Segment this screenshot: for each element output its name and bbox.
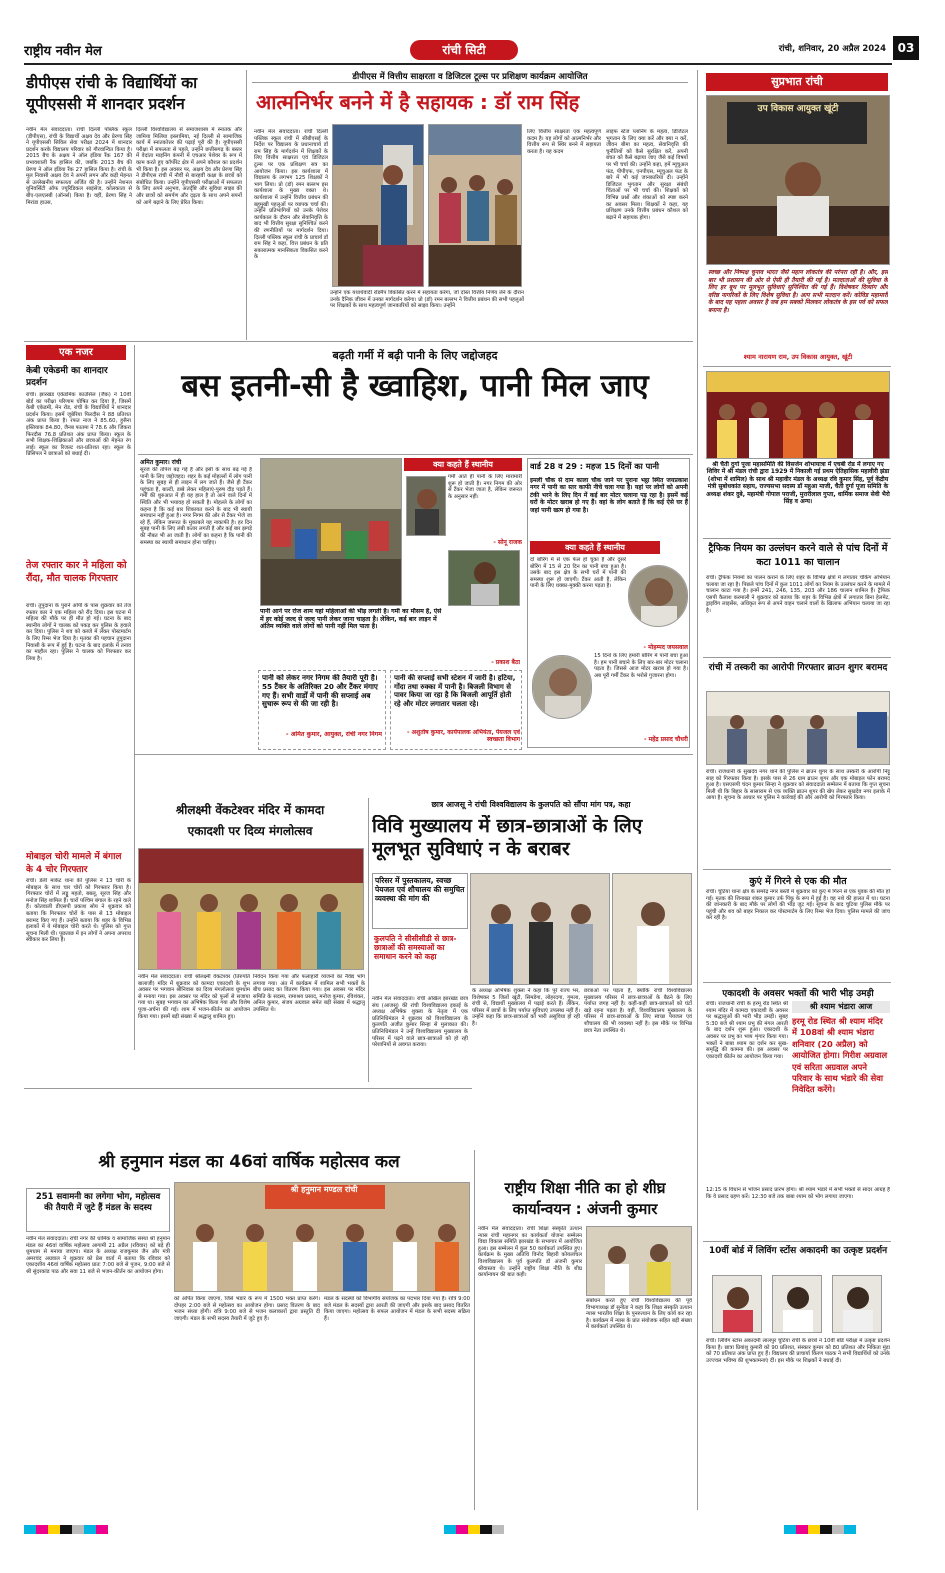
- local-bar: क्या कहते हैं स्थानीय: [404, 458, 522, 471]
- color-swatch: [72, 1525, 84, 1534]
- color-swatch: [784, 1525, 796, 1534]
- color-swatch: [60, 1525, 72, 1534]
- water-box1: [258, 670, 386, 750]
- page-number: 03: [893, 36, 919, 60]
- water-box2-name: - अशुतोष कुमार, कार्यपालक अभियंता, पेयजल एवं स्वच्छता विभाग: [406, 729, 520, 744]
- a2-kicker: डीपीएस में वित्तीय साक्षरता व डिजिटल टूल्स पर प्रशिक्षण कार्यक्रम आयोजित: [252, 71, 688, 83]
- a1-col2: दिल्ली विश्वविद्यालय से समाजशास्त्र में स्नातक और जामिया मिलिया इस्लामिया, नई दिल्ली से सामाजिक कार्य में स्नातकोत्तर की पढ़ाई पूरी की है। यूपीएससी परीक्षा में सफलता से पहले, उन्होंने छत्तीसगढ़ के बस्तर में वेदांता माइनिंग कंपनी में एचआर पेशेवर के रूप में काम करते हुए कॉर्पोरेट क्षेत्र में अपने कौशल का प्रदर्शन भी किया है। इस अवसर पर, अक्षय देव और प्रेरणा सिंह ने डीपीएस रांची में नौवीं से बारहवीं कक्षा के छात्रों को संबोधित किया। उन्होंने यूपीएससी परीक्षाओं में सफलता के लिए अपने अनुभव, अंतर्दृष्टि और सुविधा साझा की और छात्रों को समर्पण और दृढ़ता के साथ अपने सपनों को आगे बढ़ाने के लिए प्रेरित किया।: [136, 127, 242, 206]
- divider: [134, 345, 135, 1050]
- ward-q4-photo: [532, 655, 592, 719]
- water-title: बस इतनी-सी है ख्वाहिश, पानी मिल जाए: [181, 368, 649, 404]
- ekadashi-tail: 12:15 के विधान से भोजन प्रसाद प्रारंभ होगा। श्री श्याम भंडारे में सभी भक्तों से सादर आग्रह है कि वे प्रसाद ग्रहण करें। 12:30 बजे तक बाबा श्याम को भोग लगाया जाएगा।: [706, 1187, 890, 1200]
- lakshmi-photo: [138, 848, 364, 970]
- color-swatch: [84, 1525, 96, 1534]
- local2-bar: क्या कहते हैं स्थानीय: [530, 541, 660, 554]
- divider: [697, 70, 698, 1510]
- ward-title: वार्ड 28 व 29 : महज 15 दिनों का पानी: [530, 461, 660, 471]
- a2-col4: लाइफ स्टेज प्लानिंग के महत्व, डिजिटल भुगतान के लिए क्या करें और क्या न करें, जीवन बीमा का महत्व, सेवानिवृत्ति की चुनौतियों को कैसे सुरक्षित करें, अपनी बचत को कैसे बढ़ाया जाए जैसे कई विषयों पर भी चर्चा की। उन्होंने कहा, हमें म्यूचुअल फंड, पीपीएफ, एनपीएस, म्यूचुअल फंड के बारे में भी कई जानकारियां दी। उन्होंने डिजिटल भुगतान और सुरक्षा संबंधी चिंताओं पर भी चर्चा की। शिक्षकों को विभिन्न प्रश्नों और शंकाओं को स्पष्ट करने का अवसर मिला। शिक्षकों ने कहा, यह प्रशिक्षण उनके वित्तीय प्रबंधन कौशल को बढ़ाने में सहायक होगा।: [606, 129, 688, 221]
- divider: [703, 1241, 891, 1242]
- water-photo-caption: पानी आने पर रोज शाम यहां महिलाओं की भीड़ लगती है। गर्मी का मौसम है, ऐसे में हर कोई जल्द से जल्द पानी लेकर जाना चाहता है। लेकिन, कई बार लाइन में अंतिम व्यक्ति वाले लोगों को पानी नहीं मिल पाता है।: [260, 608, 442, 631]
- water-q1-name: - सोनू राजक: [493, 539, 522, 546]
- nep-col2: संबोधन करते हुए रांची विश्वविद्यालय की पूर्व विभागाध्यक्ष डॉ सुनीता ने कहा कि शिक्षा संस्कृति उत्थान न्यास भारतीय शिक्षा के पुनरुत्थान के लिए कार्य कर रहा है। कार्यक्रम में न्यास के प्रांत संयोजक सहित बड़ी संख्या में कार्यकर्ता उपस्थित थे।: [586, 1298, 692, 1331]
- color-swatch: [468, 1525, 480, 1534]
- ward-q3: दो बोरिंग में से एक फेल हो चुका है और दूसरे बोरिंग में 15 से 20 दिन का पानी बचा हुआ है। उसके बाद इस क्षेत्र के सभी घरों में पानी की समस्या शुरू हो जाएगी। टैंकर आती है, लेकिन पानी के लिए धक्का-मुक्की करना पड़ता है।: [530, 557, 626, 590]
- dateline: रांची, शनिवार, 20 अप्रैल 2024: [778, 44, 886, 54]
- chaiti-caption: श्री चैती दुर्गा पूजा महासमिति की विसर्जन शोभायात्रा में एचबी रोड में लगाए गए शिविर में श्री मंडल रांची द्वारा 1929 में निकाली गई प्रथम ऐतिहासिक महावीरी झंडा (शोभा में शामिल) के साथ श्री महावीर मंडल के अध्यक्ष रवि कुमार सिंह, पूर्व केंद्रीय मंत्री सुबोधकांत सहाय, राज्यसभा सदस्य डॉ महुआ माजी, चैती दुर्गा पूजा समिति के अध्यक्ष शंकर दुबे, महामंत्री गोपाल पराजी, मुरारीलाल गुप्ता, धार्मिक समाज सेवी भैरो सिंह व अन्य।: [706, 461, 890, 506]
- vivi-photo-2: [612, 873, 692, 985]
- ek-h1: केबी एकेडमी का शानदार प्रदर्शन: [26, 366, 108, 388]
- divider: [474, 1150, 475, 1510]
- ek-t2: रांची। तुपुदाना के पुराने ओपी के पास शुक्रवार को तेज रफ्तार कार ने एक महिला को रौंद दिया। इस घटना में महिला की मौके पर ही मौत हो गई। घटना के बाद स्थानीय लोगों ने चालक को पकड़ कर पुलिस के हवाले कर दिया। पुलिस ने शव को कब्जे में लेकर पोस्टमार्टम के लिए रिम्स भेज दिया है। मृतका की पहचान तुपुदाना निवासी के रूप में हुई है। घटना के बाद इलाके में तनाव का माहौल रहा। पुलिस ने चालक को गिरफ्तार कर लिया है।: [26, 603, 131, 662]
- a1-title: डीपीएस रांची के विद्यार्थियों का यूपीएससी में शानदार प्रदर्शन: [26, 74, 198, 113]
- ek-h2: तेज रफ्तार कार ने महिला को रौंदा, मौत चालक गिरफ्तार: [26, 560, 127, 584]
- water-box1-text: पानी को लेकर नगर निगम की तैयारी पूरी है। 55 टैंकर के अतिरिक्त 20 और टैंकर मंगाए गए हैं। सभी वार्डों में पानी की सप्लाई अब सुचारू रूप से की जा रही है।: [262, 674, 378, 709]
- ward-box: [527, 458, 690, 748]
- hanuman-col1: नवीन मेल संवाददाता। रांची नगर की धार्मिक व सामाजिक संस्था श्री हनुमान मंडल का 46वां वार्षिक महोत्सव आगामी 21 अप्रैल (रविवार) को बड़े ही धूमधाम से मनाया जाएगा। मंडल के अध्यक्ष राजकुमार जैन और मंत्री अमरचंद अग्रवाल ने शुक्रवार को प्रेस वार्ता में बताया कि रविवार को एकादशीय 46वां वार्षिक महोत्सव प्रातः 7:00 बजे से पूजन, 9:00 बजे से श्री सुंदरकांड पाठ और सवा 11 बजे से भजन-कीर्तन का आयोजन होगा।: [26, 1236, 170, 1275]
- brown-body: रांची। राजधानी के सुखदेव नगर थाने की पुलिस ने ब्राउन शुगर के साथ तस्करी के आरोपी निट्टू साह को गिरफ्तार किया है। इसके पास से 26 ग्राम ब्राउन शुगर और एक मोबाइल फोन बरामद हुआ है। एसएसपी चंदन कुमार सिन्हा ने शुक्रवार को संवाददाता सम्मेलन में बताया कि गुप्त सूचना मिली थी कि बिहार के सासाराम से एक व्यक्ति ब्राउन शुगर की खेप लेकर सुखदेव नगर इलाके में आया है। सूचना के आधार पर पुलिस ने कार्रवाई की और आरोपी को गिरफ्तार किया।: [706, 769, 890, 802]
- suprabhat-bar: सुप्रभात रांची: [706, 73, 888, 91]
- vivi-col2: के अध्यक्ष अभिषेक शुक्ला ने कहा कि पूरे राज्य भर, विशेषकर 5 जिलों खूंटी, सिमडेगा, लोहरदगा, गुमला, रांची से, विद्यार्थी मुख्यालय में पढ़ाई करते हैं। लेकिन, परिसर में छात्रों के लिए पर्याप्त सुविधाएं उपलब्ध नहीं हैं। उन्होंने कहा कि छात्र-छात्राओं को भारी असुविधा हो रही है।: [472, 988, 580, 1027]
- hanuman-col3: मंडल के सदस्यों को विभागीय संयोजक का पदभार दिया गया है। रात्रि 9:00 बजे मंडल के सदस्यों द्वारा आरती की जाएगी और इसके बाद प्रसाद वितरित किया जाएगा। महोत्सव के सफल आयोजन में मंडल के सभी सदस्य सक्रिय हैं।: [324, 1296, 470, 1322]
- color-swatch: [456, 1525, 468, 1534]
- vivi-title: विवि मुख्यालय में छात्र-छात्राओं के लिए मूलभूत सुविधाएं न के बराबर: [372, 815, 643, 860]
- divider: [134, 754, 693, 755]
- ek-najar-bar: एक नजर: [26, 345, 126, 360]
- traffic-title: ट्रैफिक नियम का उल्लंघन करने वाले से पांच दिनों में कटा 1011 का चालान: [708, 543, 888, 568]
- nep-title: राष्ट्रीय शिक्षा नीति का हो शीघ्र कार्यान्वयन : अंजनी कुमार: [504, 1179, 666, 1218]
- ek-h3: मोबाइल चोरी मामले में बंगाल के 4 चोर गिरफ्तार: [26, 852, 122, 875]
- color-bar-mid: [444, 1522, 534, 1534]
- water-kicker: बढ़ती गर्मी में बढ़ी पानी के लिए जद्दोजहद: [332, 349, 498, 362]
- color-swatch: [24, 1525, 36, 1534]
- divider: [368, 798, 369, 1082]
- color-swatch: [832, 1525, 844, 1534]
- a1-col1: नवीन मेल संवाददाता। रांची दिल्ली पब्लिक स्कूल (डीपीएस), रांची के विद्यार्थी अक्षय देव और प्रेरणा सिंह ने यूपीएससी सिविल सेवा परीक्षा 2024 में शानदार प्रदर्शन करके विद्यालय परिवार को गौरवान्वित किया है। 2015 बैच के अक्षय ने ऑल इंडिया रैंक 167 की प्रभावशाली रैंक हासिल की, जबकि 2013 बैच की प्रेरणा ने ऑल इंडिया रैंक 27 हासिल किया है। रांची के मूल निवासी अक्षय देव ने अपनी लगन और कड़ी मेहनत से उल्लेखनीय सफलता अर्जित की है। उन्होंने नेशनल यूनिवर्सिटी ऑफ ज्यूरिडिकल साइंसेज, कोलकाता से बीए-एलएलबी (ऑनर्स) किया है। वहीं, प्रेरणा सिंह ने मिरांडा हाउस,: [26, 127, 132, 206]
- color-swatch: [796, 1525, 808, 1534]
- living-title: 10वीं बोर्ड में लिविंग स्टोंस अकादमी का उत्कृष्ट प्रदर्शन: [708, 1246, 888, 1256]
- water-body: सूरज की तपिश बढ़ गई है और इसी के साथ बढ़ गई है पानी के लिए जद्दोजहद। शहर के कई मोहल्लों में लोग पानी के लिए सुबह से ही लाइन में लग जाते हैं। जैसे ही टैंकर पहुंचता है, बाल्टी, डब्बे लेकर महिलाएं-पुरुष दौड़ पड़ते हैं। गर्मी की शुरुआत में ही यह हाल है तो आने वाले दिनों में स्थिति और भी भयावह हो सकती है। मोहल्ले के लोगों का कहना है कि कई बार शिकायत करने के बाद भी स्थायी समाधान नहीं हुआ है। नगर निगम की ओर से टैंकर भेजे जा रहे हैं, लेकिन जरूरत के मुकाबले यह नाकाफी है। हर दिन सुबह पानी के लिए लंबी कतार लगती है और कई बार झगड़े की नौबत भी आ जाती है। लोगों का कहना है कि पानी की समस्या का स्थायी समाधान होना चाहिए।: [140, 467, 252, 546]
- color-swatch: [480, 1525, 492, 1534]
- a2-col3: लिए वित्तीय साक्षरता एक महत्वपूर्ण कदम है। यह लोगों को आत्मनिर्भर और वित्तीय रूप से स्थिर बनने में सहायता करता है। यह कदम: [527, 129, 601, 155]
- a2-photo: [428, 124, 522, 287]
- ward-q4-name: - महेंद्र प्रसाद चौधरी: [644, 736, 688, 743]
- color-swatch: [96, 1525, 108, 1534]
- color-swatch: [492, 1525, 504, 1534]
- color-bar-right: [784, 1522, 892, 1534]
- masthead-logo: राष्ट्रीय नवीन मेल: [24, 44, 102, 59]
- ekadashi-body: रांची। राजधानी रांची के हरमू रोड स्थित श्री श्याम मंदिर में कामदा एकादशी के अवसर पर श्रद्धालुओं की भारी भीड़ उमड़ी। सुबह 5:30 बजे श्री श्याम प्रभु की मंगल आरती के बाद दर्शन शुरू हुआ। एकादशी के अवसर पर प्रभु का भव्य शृंगार किया गया। भक्तों ने बाबा श्याम का दर्शन कर सुख-समृद्धि की कामना की। इस अवसर पर एकादशी कीर्तन का आयोजन किया गया।: [706, 1001, 788, 1060]
- bhandara-head: श्री श्याम भंडारा आज: [792, 1001, 890, 1013]
- ek-t3: रांची। डेली मार्केट थाना की पुलिस ने 13 चोरी के मोबाइल के साथ चार चोरों को गिरफ्तार किया है। गिरफ्तार चोरों में लड्डू महतो, बबलू, सूरज सिंह और मनोज सिंह शामिल हैं। चारों पश्चिम बंगाल के रहने वाले हैं। कोतवाली डीएसपी प्रकाश सोय ने शुक्रवार को बताया कि गिरफ्तार चोरों के पास से 13 मोबाइल बरामद किए गए हैं। उन्होंने बताया कि शहर के विभिन्न इलाकों में ये मोबाइल चोरी करते थे। पुलिस को गुप्त सूचना मिली थी। पूछताछ में इन लोगों ने अपना अपराध स्वीकार कर लिया है।: [26, 878, 131, 944]
- water-box1-name: - अमित कुमार, आयुक्त, रांची नगर निगम: [285, 731, 382, 738]
- masthead: [24, 40, 892, 62]
- color-swatch: [48, 1525, 60, 1534]
- bhandara-box: हरमू रोड स्थित श्री श्याम मंदिर में 108वां श्री श्याम भंडारा शनिवार (20 अप्रैल) को आयोजित होगा। गिरीश अग्रवाल एवं सरिता अग्रवाल अपने परिवार के साथ भंडारे की सेवा निवेदित करेंगे।: [792, 1016, 888, 1095]
- water-q1-photo: [406, 476, 446, 536]
- a2-photo: [332, 124, 424, 287]
- vivi-box1: परिसर में पुस्तकालय, स्वच्छ पेयजल एवं शौचालय की समुचित व्यवस्था की मांग की: [372, 873, 468, 929]
- color-swatch: [820, 1525, 832, 1534]
- water-photo: [260, 458, 402, 606]
- hanuman-col2: को अर्पित किया जाएगा, जिसे भंडारे के रूप में 1500 भक्त प्राप्त करेंगे। दोपहर 2:00 बजे से महोत्सव का आयोजन होगा। प्रसाद वितरण के बाद भजन संध्या होगी। रात्रि 9:00 बजे से भजन कलाकारों द्वारा प्रस्तुति दी जाएगी। मंडल के सभी सदस्य तैयारी में जुटे हुए हैं।: [174, 1296, 320, 1322]
- kuan-title: कुएं में गिरने से एक की मौत: [749, 876, 847, 887]
- lakshmi-col2: निवेदन किया गया और फलाहारी व्यंजनों का नैवेद्य भोग लगाया गया। अंत में कार्यक्रम में शामिल सभी भक्तों के बीच प्रसाद का वितरण किया गया। इस अवसर पर मंदिर समिति के सदस्य, रामाश्रय प्रसाद, मनोज कुमार, रविशंकर, अनिल कुमार, संजय अग्रवाल समेत बड़ी संख्या में श्रद्धालु उपस्थित थे।: [253, 974, 365, 1013]
- a2-col2: उन्होंने एक यथार्थवादी रोडमैप विकसित करने में सहायता करेगा, जो दोस्त वित्तीय निर्णय लेने के दौरान उनके दैनिक जीवन में उनका मार्गदर्शन करेगा। प्रो (डॉ) रमन बल्लभ ने वित्तीय प्रबंधन की सभी पहलुओं पर शिक्षकों के साथ महत्वपूर्ण जानकारियों को साझा किया। उन्होंने: [330, 290, 524, 310]
- color-bar: [24, 1520, 892, 1536]
- kuan-body: रांची। चुटिया थाना क्षेत्र के समरेंद्र नगर बस्ती में शुक्रवार को कुएं में गिरने से एक युवक की मौत हो गई। मृतक की शिनाख्त शंकर कुमार उर्फ पिंकू के रूप में हुई है। वह नशे की हालत में था। घटना की जानकारी के बाद मौके पर लोगों की भीड़ जुट गई। सूचना के बाद चुटिया पुलिस मौके पर पहुंची और शव को बाहर निकाल कर पोस्टमार्टम के लिए रिम्स भेज दिया। पुलिस मामले की जांच कर रही है।: [706, 889, 890, 922]
- color-swatch: [36, 1525, 48, 1534]
- water-box2: [390, 670, 522, 750]
- water-box2-text: पानी की सप्लाई सभी स्टेशन में जारी है। हटिया, गोंदा तथा रुक्का में पानी है। बिजली विभाग से पावर किया जा रहा है कि बिजली आपूर्ति होती रहे और मोटर लगातार चलता रहे।: [394, 674, 516, 708]
- water-q2-name: - प्रकाश बैठा: [491, 659, 520, 666]
- divider: [703, 657, 891, 658]
- nep-col1: नवीन मेल संवाददाता। रांची शिक्षा संस्कृति उत्थान न्यास रांची महानगर का कार्यकर्ता योजना सम्मेलन विद्या विकास समिति झारखंड के सभागार में आयोजित हुआ। इस सम्मेलन में कुल 50 कार्यकर्ता उपस्थित हुए। कार्यक्रम के मुख्य अतिथि विनोद बिहारी कोयलांचल विश्वविद्यालय के पूर्व कुलपति डॉ अंजनी कुमार श्रीवास्तव थे। उन्होंने राष्ट्रीय शिक्षा नीति के शीघ्र कार्यान्वयन की बात कही।: [478, 1226, 582, 1279]
- lakshmi-kicker: श्रीलक्ष्मी वेंकटेश्वर मंदिर में कामदा: [175, 803, 325, 817]
- hanuman-banner: श्री हनुमान मण्डल रांची: [290, 1185, 358, 1194]
- vivi-kicker: छात्र आजसू ने रांची विश्वविद्यालय के कुलपति को सौंपा मांग पत्र, कहा: [431, 800, 631, 809]
- hanuman-box: 251 सवामनी का लगेगा भोग, महोत्सव की तैयारी में जुटे हैं मंडल के सदस्य: [26, 1188, 170, 1232]
- vivi-col1: नवीन मेल संवाददाता। रांची अखिल झारखंड छात्र संघ (आजसू) की रांची विश्वविद्यालय इकाई के अध्यक्ष अभिषेक शुक्ला के नेतृत्व में एक प्रतिनिधिमंडल ने शुक्रवार को विश्वविद्यालय के कुलपति अजीत कुमार सिन्हा से मुलाकात की। प्रतिनिधिमंडल ने उन्हें विश्वविद्यालय मुख्यालय के परिसर में पढ़ने वाले छात्र-छात्राओं को हो रही परेशानियों से अवगत कराया।: [372, 996, 468, 1049]
- ward-q3-photo: [628, 565, 688, 627]
- a2-title: आत्मनिर्भर बनने में है सहायक : डॉ राम सिंह: [256, 90, 580, 114]
- water-q2-photo: [448, 550, 520, 606]
- student-photo-1: [712, 1275, 762, 1333]
- ward-q4: 15 दिनों के लिए हमारी बोरिंग में पानी बचा हुआ है। हम पानी बचाने के लिए बार-बार मोटर चलाना पड़ता है। जिससे आज मोटर खराब हो गया है। अब पूरी गर्मी टैंकर के भरोसे गुजारना होगा।: [594, 653, 688, 679]
- divider: [703, 366, 891, 367]
- divider: [138, 454, 693, 455]
- color-swatch: [444, 1525, 456, 1534]
- student-photo-2: [772, 1275, 822, 1333]
- water-q1: गर्मी आते ही पानी के लिए मारामारी शुरू हो जाती है। नगर निगम की ओर से टैंकर भेजा जाता है, लेकिन जरूरत के अनुसार नहीं।: [448, 474, 522, 500]
- vivi-box2: कुलपति ने सीसीसीडी से छात्र-छात्राओं की समस्याओं का समाधान करने को कहा: [374, 934, 457, 962]
- divider: [246, 70, 247, 340]
- living-body: रांची। लिविंग स्टोंस अकादमी लालपुर चुटिया रांची के छात्रों ने 10वीं बोर्ड परीक्षा में उत्कृष्ट प्रदर्शन किया है। छात्रा प्रियांशु कुमारी को 90 प्रतिशत, संस्कार कुमार को 80 प्रतिशत और निकिता मुंडा को 70 प्रतिशत अंक प्राप्त हुए हैं। विद्यालय की प्राचार्या किरण पाठक ने सभी विद्यार्थियों को उनके उज्ज्वल भविष्य की शुभकामनाएं दीं। इस मौके पर शिक्षकों ने बधाई दी।: [706, 1338, 890, 1364]
- divider: [703, 982, 891, 983]
- suprabhat-photo-text: उप विकास आयुक्त खूंटी: [757, 104, 839, 114]
- vivi-photo-1: [470, 873, 610, 985]
- divider: [24, 341, 693, 342]
- a2-col1: नवीन मेल संवाददाता। रांची दिल्ली पब्लिक स्कूल रांची में सीबीएसई के निर्देश पर विद्यालय के प्रधानाचार्य डॉ राम सिंह के मार्गदर्शन में शिक्षकों के लिए वित्तीय साक्षरता एवं डिजिटल टूल्स पर एक प्रशिक्षण सत्र का आयोजन किया। इस कार्यशाला में विद्यालय के लगभग 125 शिक्षकों ने भाग लिया। प्रो (डॉ) रमन बल्लभ इस कार्यशाला के मुख्य वक्ता थे। कार्यशाला में उन्होंने वित्तीय प्रबंधन की बहुमुखी पहलुओं पर व्यापक चर्चा की। उन्होंने प्रतिभागियों को उनके पेशेवर कार्यकाल के दौरान और सेवानिवृत्ति के बाद भी वित्तीय सुरक्षा सुनिश्चित करने की रणनीतियों पर मार्गदर्शन दिया। दिल्ली पब्लिक स्कूल रांची के प्राचार्य डॉ राम सिंह ने कहा, वित्त प्रबंधन के प्रति सकारात्मक मानसिकता विकसित करने के: [254, 129, 328, 261]
- color-bar-left: [24, 1522, 144, 1534]
- lakshmi-col1: नवीन मेल संवाददाता। रांची श्रीलक्ष्मी वेंकटेश्वर (तिरुपति बालाजी) मंदिर में शुक्रवार को कामदा एकादशी के शुभ अवसर पर भगवान श्रीनिवास का दिव्य मंगलोत्सव धूमधाम से मनाया गया। इस अवसर पर मंदिर को फूलों से सजाया गया था। सुबह भगवान का अभिषेक किया गया और विशेष पूजा-अर्चना की गई। शाम में भजन-कीर्तन का आयोजन किया गया। इसमें बड़ी संख्या में श्रद्धालु शामिल हुए।: [138, 974, 250, 1020]
- suprabhat-quote: स्वच्छ और निष्पक्ष चुनाव भारत जैसे महान लोकतंत्र की परंपरा रही है। और, इस बार भी प्रशासन की ओर से ऐसी ही तैयारी की गई है। मतदाताओं की सुविधा के लिए हर बूथ पर मूलभूत सुविधाएं सुनिश्चित की गई हैं। विशेषकर दिव्यांग और वरिष्ठ नागरिकों के लिए विशेष सुविधा है। आप सभी मतदान करें। कोविड महामारी के बाद यह पहला अवसर है जब हम सबको मिलकर लोकतंत्र के इस पर्व को सफल बनाना है।: [708, 269, 888, 314]
- divider: [703, 869, 891, 870]
- nep-photo: [586, 1226, 692, 1296]
- color-swatch: [808, 1525, 820, 1534]
- chaiti-photo: [706, 371, 890, 459]
- traffic-body: रांची। ट्रैफिक नियमों का पालन कराने के लिए शहर के विभिन्न क्षेत्रों में लगातार चेकिंग अभियान चलाया जा रहा है। पिछले पांच दिनों में कुल 1011 लोगों का नियम के उल्लंघन करने के मामले में चालान काटा गया है। इनमें 241, 246, 135, 203 और 186 चालान शामिल हैं। ट्रैफिक एसपी कैलाश करमाली ने शुक्रवार को बताया कि शहर के विभिन्न क्षेत्रों में लगातार बिना हेलमेट, ड्राइविंग लाइसेंस, अधिकृत रूप से अपने वाहन चलाने वालों के खिलाफ अभियान चलाया जा रहा है।: [706, 575, 890, 614]
- section-label: रांची सिटी: [410, 40, 518, 60]
- lakshmi-title: एकादशी पर दिव्य मंगलोत्सव: [187, 824, 313, 838]
- ekadashi-title: एकादशी के अवसर भक्तों की भारी भीड़ उमड़ी: [722, 989, 874, 999]
- brown-photo: [706, 691, 890, 765]
- ek-t1: रांची। झारखंड एकेडमिक काउंसिल (जैक) ने 10वीं बोर्ड का परीक्षा परिणाम घोषित कर दिया है, जिसमें केबी एकेडमी, मेन रोड, रांची के विद्यार्थियों ने शानदार प्रदर्शन किया। इसमें जूबेरिया फिरदौस ने 88 प्रतिशत अंक प्राप्त किया है। रफत नाज ने 85.60, हुसैना इस्तियाक 84.80, जैनब फातमा ने 78.6 और जिकरा फिरदौस 76.8 प्रतिशत अंक प्राप्त किया। स्कूल के सभी शिक्षक-शिक्षिकाओं और छात्राओं की मेहनत रंग लाई। स्कूल का रिजल्ट शत-प्रतिशत रहा। स्कूल के प्रिंसिपल ने छात्राओं को बधाई दी।: [26, 392, 131, 458]
- ward-q3-name: - मोहम्मद जयसवाल: [643, 644, 688, 651]
- suprabhat-credit: श्याम नारायण राम, उप विकास आयुक्त, खूंटी: [743, 353, 853, 361]
- water-byline: अमित कुमार। रांची: [140, 459, 182, 466]
- masthead-rule: [24, 63, 892, 65]
- color-swatch: [844, 1525, 856, 1534]
- divider: [24, 1088, 472, 1089]
- hanuman-title: श्री हनुमान मंडल का 46वां वार्षिक महोत्सव कल: [98, 1152, 400, 1172]
- ward-lead: इमली चौक से दाम काला चौक जाने पर पुराना भट्ठा स्थित जयप्रकाश नगर में पानी का स्तर काफी नीचे चला गया है। यहां पर लोगों को अपनी टंकी भरने के लिए दिन में कई बार मोटर चलाना पड़ रहा है। इसमें कई घरों के मोटर खराब हो गए हैं। वहां के लोग बताते हैं कि कई ऐसे घर हैं जहां पानी खत्म हो गया है।: [530, 477, 688, 514]
- brown-title: रांची में तस्करी का आरोपी गिरफ्तार ब्राउन शुगर बरामद: [708, 663, 888, 673]
- student-photo-3: [832, 1275, 882, 1333]
- divider: [703, 538, 891, 539]
- vivi-col3: छात्राओं पर पड़ता है, क्योंकि रांची विश्वविद्यालय मुख्यालय परिसर में छात्र-छात्राओं के बैठने के लिए पर्याप्त जगह नहीं है। कहीं-कहीं छात्र-छात्राओं को घंटों खड़े रहना पड़ता है। वहीं, विश्वविद्यालय मुख्यालय के परिसर में छात्र-छात्राओं के लिए स्वच्छ पेयजल एवं शौचालय की भी व्यवस्था नहीं है। इस मौके पर विभिन्न छात्र नेता उपस्थित थे।: [584, 988, 692, 1034]
